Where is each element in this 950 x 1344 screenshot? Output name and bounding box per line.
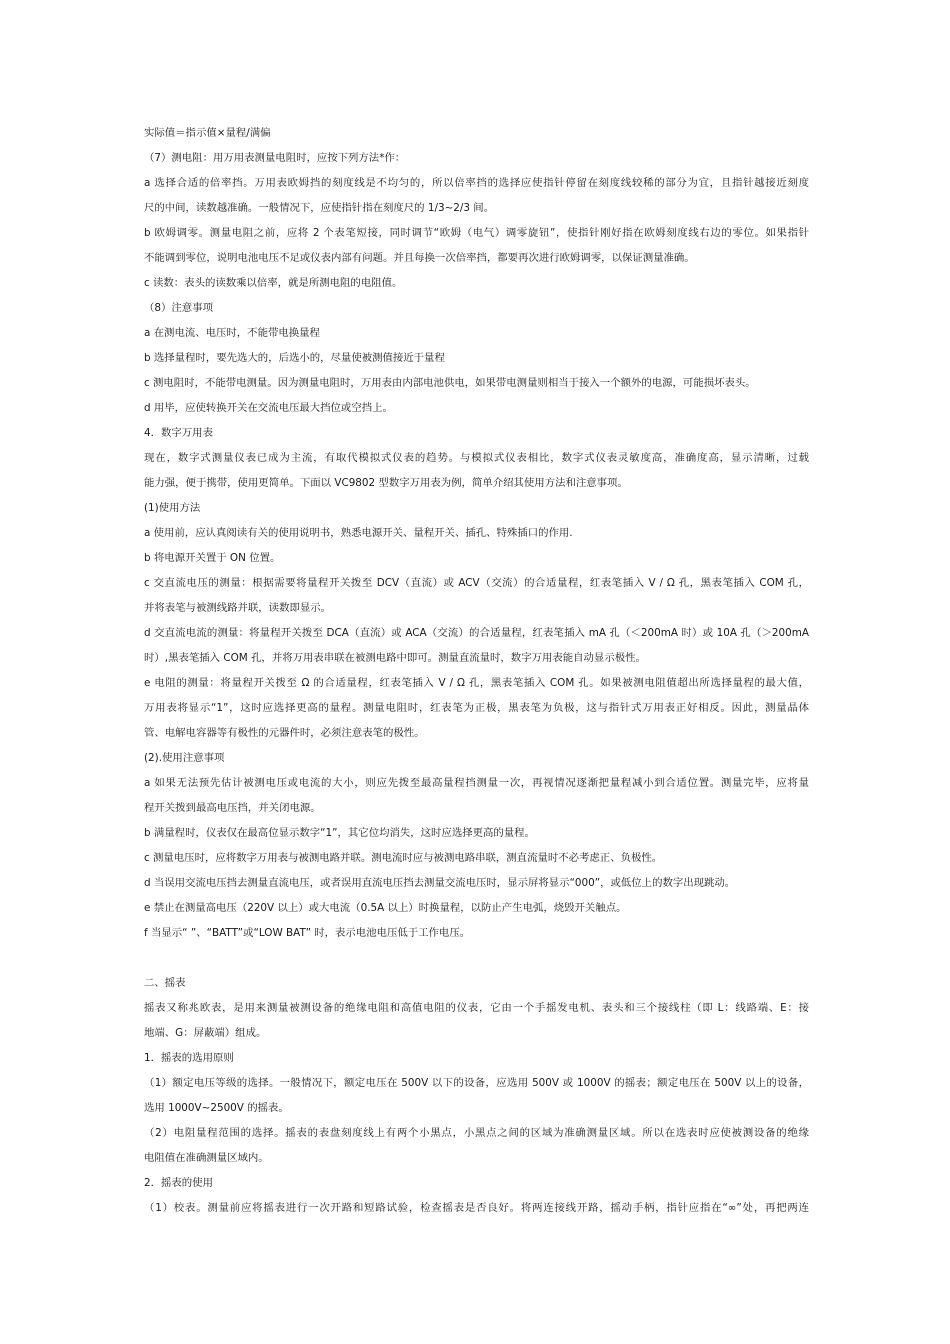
text-line: a 如果无法预先估计被测电压或电流的大小，则应先拨至最高量程挡测量一次，再视情况逐渐把量程减小到合适位置。测量完毕，应将量 xyxy=(144,777,809,789)
text-line: 时）,黑表笔插入 COM 孔，并将万用表串联在被测电路中即可。测量直流量时，数字万用表能自动显示极性。 xyxy=(144,652,646,664)
text-line: 电阻值在准确测量区域内。 xyxy=(144,1152,269,1164)
text-line: (1)使用方法 xyxy=(144,502,201,514)
text-line: a 选择合适的倍率挡。万用表欧姆挡的刻度线是不均匀的，所以倍率挡的选择应使指针停留在刻度线较稀的部分为宜，且指针越接近刻度 xyxy=(144,177,809,189)
text-line: 不能调到零位，说明电池电压不足或仪表内部有问题。并且每换一次倍率挡，都要再次进行欧姆调零，以保证测量准确。 xyxy=(144,252,695,264)
text-line: e 电阻的测量：将量程开关拨至 Ω 的合适量程，红表笔插入 V / Ω 孔，黑表笔插入 COM 孔。如果被测电阻值超出所选择量程的最大值， xyxy=(144,677,809,689)
text-line: b 满量程时，仪表仅在最高位显示数字“1”，其它位均消失，这时应选择更高的量程。 xyxy=(144,827,535,839)
text-line: 万用表将显示“1”，这时应选择更高的量程。测量电阻时，红表笔为正极，黑表笔为负极，这与指针式万用表正好相反。因此，测量晶体 xyxy=(144,702,809,714)
text-line: b 选择量程时，要先选大的，后选小的，尽量使被测值接近于量程 xyxy=(144,352,445,364)
blank-line xyxy=(144,946,809,971)
text-line: 二、摇表 xyxy=(144,977,186,989)
text-line: e 禁止在测量高电压（220V 以上）或大电流（0.5A 以上）时换量程，以防止产生电弧，烧毁开关触点。 xyxy=(144,902,627,914)
text-line: 摇表又称兆欧表，是用来测量被测设备的绝缘电阻和高值电阻的仪表，它由一个手摇发电机、表头和三个接线柱（即 L：线路端、E：接 xyxy=(144,1002,809,1014)
text-line: c 读数：表头的读数乘以倍率，就是所测电阻的电阻值。 xyxy=(144,277,403,289)
text-line: 尺的中间，读数越准确。一般情况下，应使指针指在刻度尺的 1/3~2/3 间。 xyxy=(144,202,495,214)
text-line: （2）电阻量程范围的选择。摇表的表盘刻度线上有两个小黑点，小黑点之间的区域为准确测量区域。所以在选表时应使被测设备的绝缘 xyxy=(144,1127,809,1139)
text-line: （1）校表。测量前应将摇表进行一次开路和短路试验，检查摇表是否良好。将两连接线开路，摇动手柄，指针应指在“∞”处，再把两连 xyxy=(144,1202,809,1214)
text-line: d 交直流电流的测量：将量程开关拨至 DCA（直流）或 ACA（交流）的合适量程，红表笔插入 mA 孔（＜200mA 时）或 10A 孔（＞200mA xyxy=(144,627,809,639)
text-line: 管、电解电容器等有极性的元器件时，必须注意表笔的极性。 xyxy=(144,727,425,739)
document-page xyxy=(144,121,809,1221)
text-line: 选用 1000V~2500V 的摇表。 xyxy=(144,1102,289,1114)
text-line: 现在，数字式测量仪表已成为主流，有取代模拟式仪表的趋势。与模拟式仪表相比，数字式仪表灵敏度高，准确度高，显示清晰，过载 xyxy=(144,452,809,464)
text-line: c 测电阻时，不能带电测量。因为测量电阻时，万用表由内部电池供电，如果带电测量则相当于接入一个额外的电源，可能损坏表头。 xyxy=(144,377,756,389)
text-line: d 用毕，应使转换开关在交流电压最大挡位或空挡上。 xyxy=(144,402,393,414)
text-line: 能力强，便于携带，使用更简单。下面以 VC9802 型数字万用表为例，简单介绍其使用方法和注意事项。 xyxy=(144,477,628,489)
text-line: 2．摇表的使用 xyxy=(144,1177,213,1189)
text-line: c 交直流电压的测量：根据需要将量程开关拨至 DCV（直流）或 ACV（交流）的合适量程，红表笔插入 V / Ω 孔，黑表笔插入 COM 孔， xyxy=(144,577,809,589)
text-line: 地端、G：屏蔽端）组成。 xyxy=(144,1027,267,1039)
text-line: （1）额定电压等级的选择。一般情况下，额定电压在 500V 以下的设备，应选用 500V 或 1000V 的摇表；额定电压在 500V 以上的设备， xyxy=(144,1077,809,1089)
text-line: 1．摇表的选用原则 xyxy=(144,1052,234,1064)
text-line: a 在测电流、电压时，不能带电换量程 xyxy=(144,327,320,339)
text-line: c 测量电压时，应将数字万用表与被测电路并联。测电流时应与被测电路串联，测直流量时不必考虑正、负极性。 xyxy=(144,852,663,864)
text-line: （7）测电阻：用万用表测量电阻时，应按下列方法*作： xyxy=(144,152,406,164)
text-line: 程开关拨到最高电压挡，并关闭电源。 xyxy=(144,802,321,814)
text-line: f 当显示“ ”、“BATT”或“LOW BAT” 时，表示电池电压低于工作电压。 xyxy=(144,927,471,939)
text-line: b 欧姆调零。测量电阻之前，应将 2 个表笔短接，同时调节“欧姆（电气）调零旋钮”，使指针刚好指在欧姆刻度线右边的零位。如果指针 xyxy=(144,227,809,239)
text-line: d 当误用交流电压挡去测量直流电压，或者误用直流电压挡去测量交流电压时，显示屏将显示“000”，或低位上的数字出现跳动。 xyxy=(144,877,736,889)
text-line: b 将电源开关置于 ON 位置。 xyxy=(144,552,281,564)
text-line: a 使用前，应认真阅读有关的使用说明书，熟悉电源开关、量程开关、插孔、特殊插口的作用. xyxy=(144,527,573,539)
text-line: 实际值＝指示值×量程/满偏 xyxy=(144,127,271,139)
text-line: (2).使用注意事项 xyxy=(144,752,225,764)
text-line: 并将表笔与被测线路并联，读数即显示。 xyxy=(144,602,332,614)
text-line: 4．数字万用表 xyxy=(144,427,213,439)
text-line: （8）注意事项 xyxy=(144,302,213,314)
